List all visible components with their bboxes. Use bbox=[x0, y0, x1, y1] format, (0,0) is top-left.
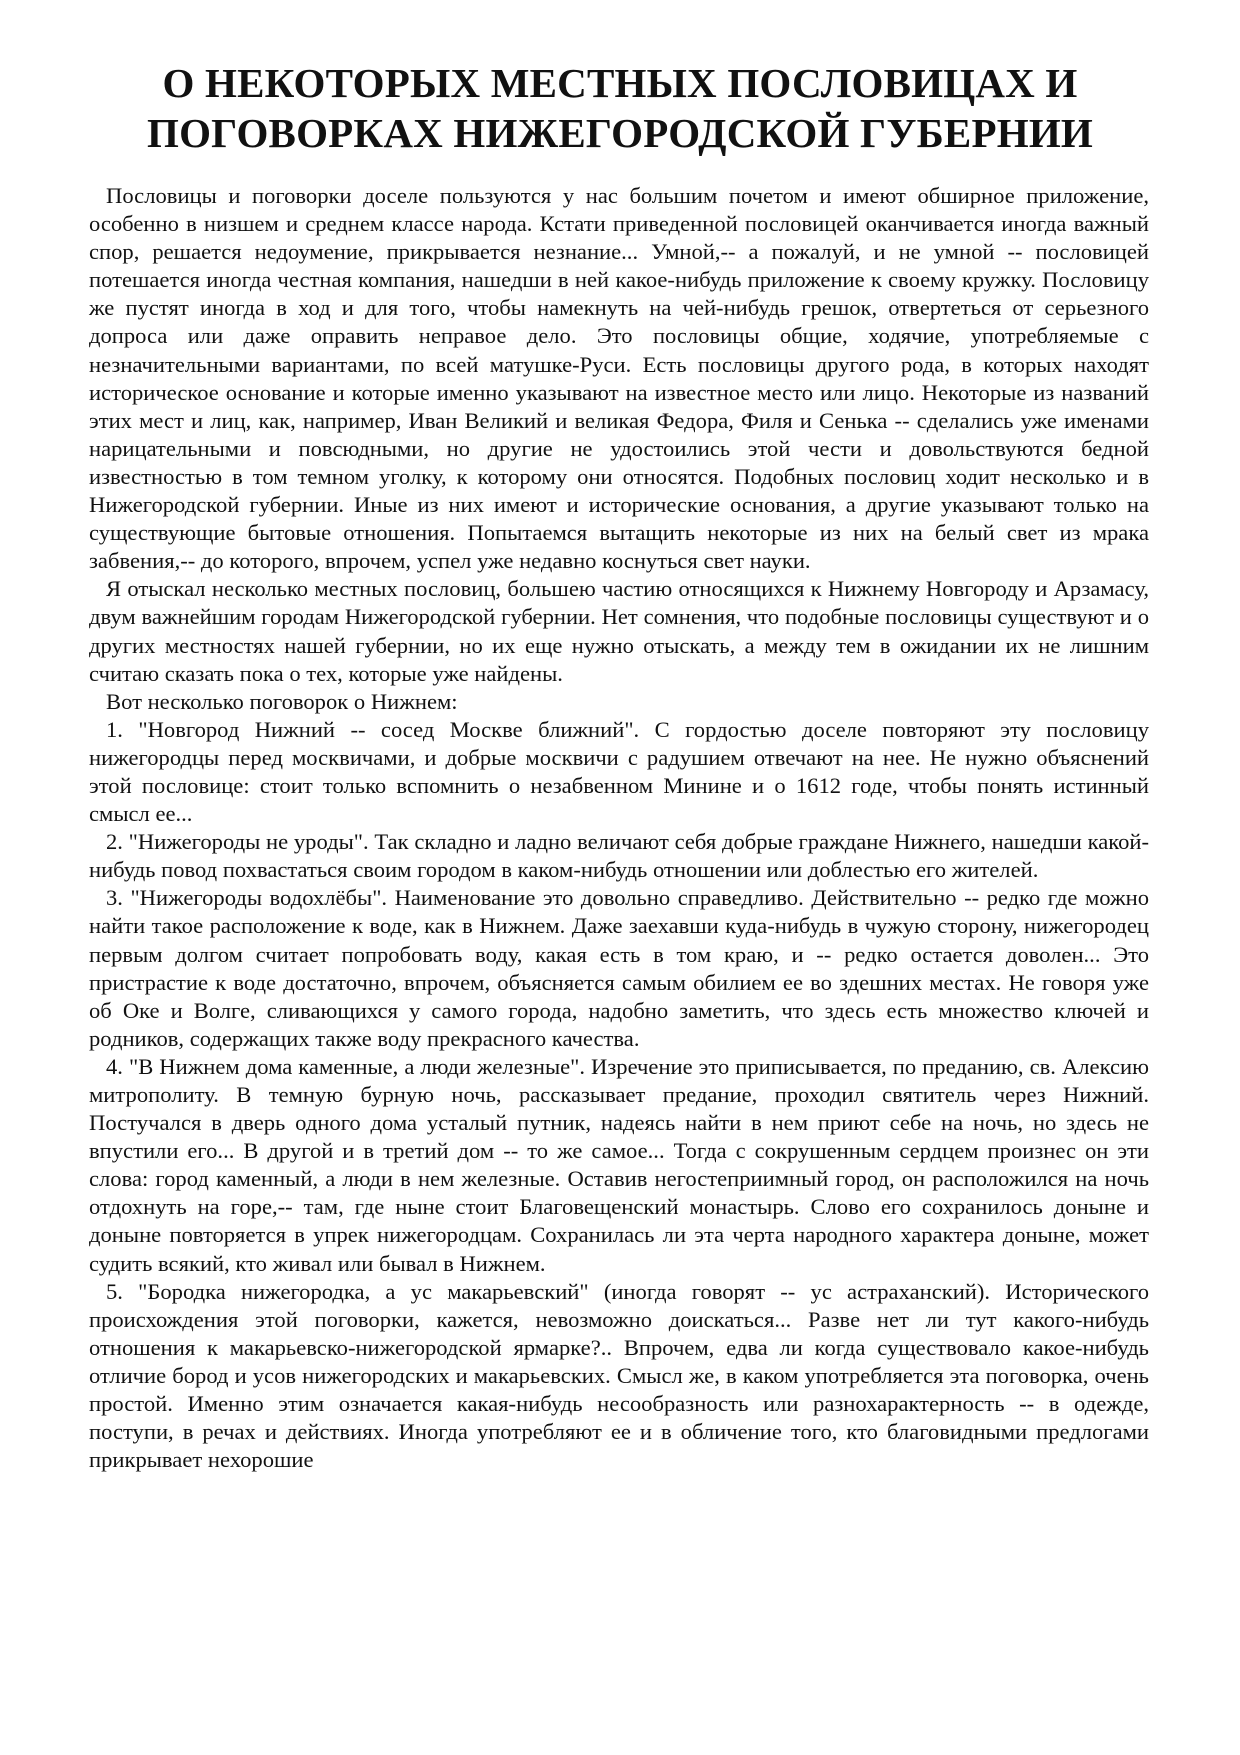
proverb-item-1: 1. "Новгород Нижний -- сосед Москве ближний". С гордостью доселе повторяют эту пословицу нижегородцы перед москвичами, и добрые москвичи с радушием отвечают на нее. Не нужно объяснений этой пословице: стоит только вспомнить о незабвенном Минине и о 1612 годе, чтобы понять истинный смысл ее... bbox=[89, 716, 1149, 827]
proverb-item-5: 5. "Бородка нижегородка, а ус макарьевский" (иногда говорят -- ус астраханский). Исторического происхождения этой поговорки, кажется, невозможно доискаться... Разве нет ли тут какого-нибудь отношения к макарьевско-нижегородской ярмарке?.. Впрочем, едва ли когда существовало какое-нибудь отличие бород и усов нижегородских и макарьевских. Смысл же, в каком употребляется эта поговорка, очень простой. Именно этим означается какая-нибудь несообразность или разнохарактерность -- в одежде, поступи, в речах и действиях. Иногда употребляют ее и в обличение того, кто благовидными предлогами прикрывает нехорошие bbox=[89, 1278, 1149, 1473]
article-body bbox=[89, 182, 1149, 1474]
proverb-item-2: 2. "Нижегороды не уроды". Так складно и ладно величают себя добрые граждане Нижнего, нашедши какой-нибудь повод похвастаться своим городом в каком-нибудь отношении или доблестью его жителей. bbox=[89, 829, 1149, 883]
proverb-item-4: 4. "В Нижнем дома каменные, а люди железные". Изречение это приписывается, по преданию, св. Алексию митрополиту. В темную бурную ночь, рассказывает предание, проходил святитель через Нижний. Постучался в дверь одного дома усталый путник, надеясь найти в нем приют себе на ночь, но здесь не впустили его... В другой и в третий дом -- то же самое... Тогда с сокрушенным сердцем произнес он эти слова: город каменный, а люди в нем железные. Оставив негостеприимный город, он расположился на ночь отдохнуть на горе,-- там, где ныне стоит Благовещенский монастырь. Слово его сохранилось доныне и доныне повторяется в упрек нижегородцам. Сохранилась ли эта черта народного характера доныне, может судить всякий, кто живал или бывал в Нижнем. bbox=[89, 1053, 1149, 1276]
page-title bbox=[90, 58, 1150, 158]
title-line-2: ПОГОВОРКАХ НИЖЕГОРОДСКОЙ ГУБЕРНИИ bbox=[147, 110, 1093, 156]
paragraph-intro: Пословицы и поговорки доселе пользуются у нас большим почетом и имеют обширное приложение, особенно в низшем и среднем классе народа. Кстати приведенной пословицей оканчивается иногда важный спор, решается недоумение, прикрывается незнание... Умной,-- а пожалуй, и не умной -- пословицей потешается иногда честная компания, нашедши в ней какое-нибудь приложение к своему кружку. Пословицу же пустят иногда в ход и для того, чтобы намекнуть на чей-нибудь грешок, отвертеться от серьезного допроса или даже оправить неправое дело. Это пословицы общие, ходячие, употребляемые с незначительными вариантами, по всей матушке-Руси. Есть пословицы другого рода, в которых находят историческое основание и которые именно указывают на известное место или лицо. Некоторые из названий этих мест и лиц, как, например, Иван Великий и великая Федора, Филя и Сенька -- сделались уже именами нарицательными и повсюдными, но другие не удостоились этой чести и довольствуются бедной известностью в том темном уголку, к которому они относятся. Подобных пословиц ходит несколько и в Нижегородской губернии. Иные из них имеют и исторические основания, а другие указывают только на существующие бытовые отношения. Попытаемся вытащить некоторые из них на белый свет из мрака забвения,-- до которого, впрочем, успел уже недавно коснуться свет науки. bbox=[89, 183, 1149, 574]
paragraph-found-proverbs: Я отыскал несколько местных пословиц, большею частию относящихся к Нижнему Новгороду и Арзамасу, двум важнейшим городам Нижегородской губернии. Нет сомнения, что подобные пословицы существуют и о других местностях нашей губернии, но их еще нужно отыскать, а между тем в ожидании их не лишним считаю сказать пока о тех, которые уже найдены. bbox=[89, 576, 1149, 686]
proverb-item-3: 3. "Нижегороды водохлёбы". Наименование это довольно справедливо. Действительно -- редко где можно найти такое расположение к воде, как в Нижнем. Даже заехавши куда-нибудь в чужую сторону, нижегородец первым долгом считает попробовать воду, какая есть в том краю, и -- редко остается доволен... Это пристрастие к воде достаточно, впрочем, объясняется самым обилием ее во здешних местах. Не говоря уже об Оке и Волге, сливающихся у самого города, надобно заметить, что здесь есть множество ключей и родников, содержащих также воду прекрасного качества. bbox=[89, 885, 1149, 1051]
title-line-1: О НЕКОТОРЫХ МЕСТНЫХ ПОСЛОВИЦАХ И bbox=[162, 60, 1078, 106]
paragraph-list-intro: Вот несколько поговорок о Нижнем: bbox=[106, 688, 458, 714]
